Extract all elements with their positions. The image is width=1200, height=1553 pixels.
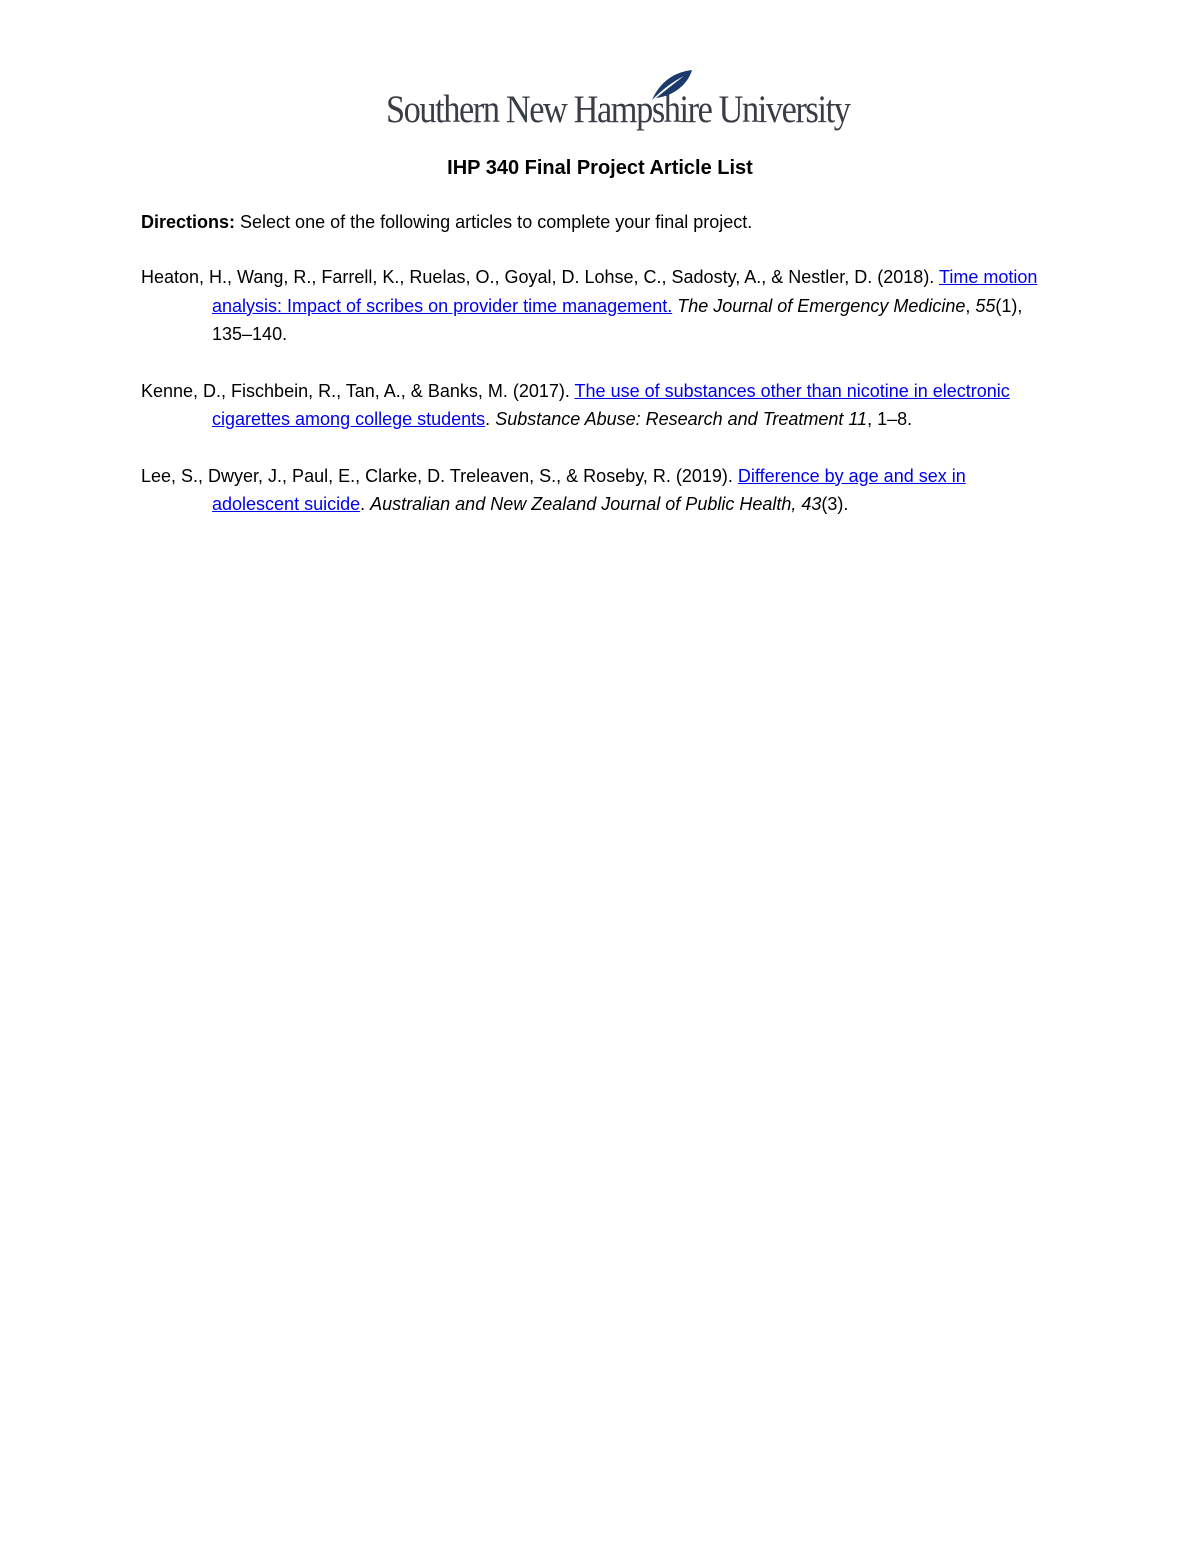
reference-authors: Heaton, H., Wang, R., Farrell, K., Ruelas, O., Goyal, D. Lohse, C., Sadosty, A., & Nestler, D. (2018). — [141, 267, 939, 287]
university-logo — [386, 68, 850, 138]
reference-authors: Kenne, D., Fischbein, R., Tan, A., & Banks, M. (2017). — [141, 380, 575, 401]
reference-pages: , 1–8. — [867, 409, 913, 429]
reference-pages: (1), 135–140. — [212, 295, 1023, 344]
reference-item — [141, 462, 1051, 519]
reference-authors: Lee, S., Dwyer, J., Paul, E., Clarke, D. Treleaven, S., & Roseby, R. (2019). — [141, 465, 738, 486]
article-link[interactable]: Time motion analysis: Impact of scribes on provider time management. — [212, 267, 1038, 316]
article-link[interactable]: Difference by age and sex in adolescent suicide — [212, 465, 966, 514]
directions-label: Directions: — [141, 212, 236, 232]
directions — [141, 209, 752, 235]
page-title: IHP 340 Final Project Article List — [447, 157, 753, 179]
journal-name: The Journal of Emergency Medicine — [672, 295, 966, 316]
logo-wordmark: Southern New Hampshire University — [386, 88, 850, 131]
journal-name: Australian and New Zealand Journal of Public Health, 43 — [370, 494, 822, 514]
separator: . — [360, 494, 371, 514]
reference-item — [141, 377, 1051, 434]
reference-pages: (3). — [821, 494, 849, 514]
directions-text: Select one of the following articles to complete your final project. — [235, 212, 753, 232]
article-link[interactable]: The use of substances other than nicotine in electronic cigarettes among college students — [212, 380, 1010, 429]
journal-name: Substance Abuse: Research and Treatment 11 — [495, 409, 868, 429]
reference-item — [141, 263, 1051, 349]
separator: . — [485, 409, 496, 429]
separator: , — [965, 295, 976, 316]
reference-list — [141, 263, 1051, 547]
journal-volume: 55 — [975, 295, 996, 316]
